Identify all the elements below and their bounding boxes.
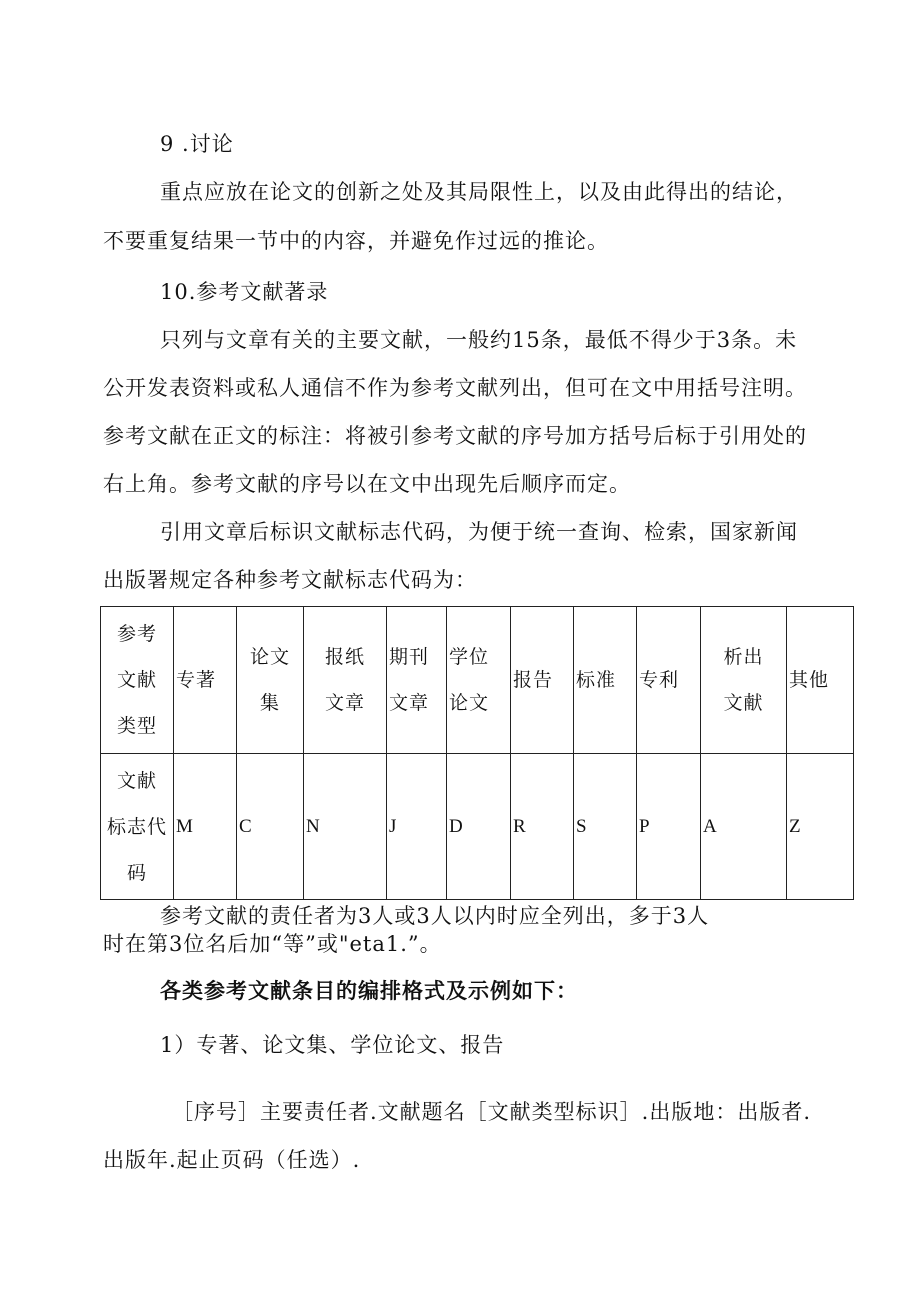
citation-format-line: 出版年.起止页码（任选）. [103, 1148, 361, 1172]
section-10-heading: 10.参考文献著录 [160, 280, 329, 304]
code-cell: N [304, 754, 387, 900]
author-rule-line: 时在第3位名后加“等”或"eta1.”。 [103, 932, 442, 956]
code-cell: M [174, 754, 237, 900]
section-10-paragraph-line: 引用文章后标识文献标志代码，为便于统一查询、检索，国家新闻 [160, 520, 798, 544]
code-cell: P [637, 754, 701, 900]
type-cell: 标准 [574, 607, 637, 754]
type-cell: 学位 论文 [447, 607, 511, 754]
code-cell: Z [787, 754, 854, 900]
type-cell: 专利 [637, 607, 701, 754]
type-cell: 析出 文献 [701, 607, 787, 754]
code-cell: A [701, 754, 787, 900]
code-cell: D [447, 754, 511, 900]
type-cell: 报纸 文章 [304, 607, 387, 754]
row-header-code: 文献 标志代 码 [101, 754, 174, 900]
type-cell: 其他 [787, 607, 854, 754]
citation-format-line: ［序号］主要责任者.文献题名［文献类型标识］.出版地：出版者. [172, 1100, 812, 1124]
section-10-paragraph-line: 公开发表资料或私人通信不作为参考文献列出，但可在文中用括号注明。 [103, 376, 807, 400]
type-cell: 论文 集 [237, 607, 304, 754]
type-cell: 报告 [511, 607, 574, 754]
section-10-paragraph-line: 参考文献在正文的标注：将被引参考文献的序号加方括号后标于引用处的 [103, 424, 807, 448]
section-9-heading: 9 .讨论 [160, 132, 234, 156]
section-10-paragraph-line: 只列与文章有关的主要文献，一般约15条，最低不得少于3条。未 [160, 328, 798, 352]
section-9-paragraph-line: 重点应放在论文的创新之处及其局限性上，以及由此得出的结论， [160, 180, 798, 204]
code-cell: J [387, 754, 447, 900]
section-10-paragraph-line: 出版署规定各种参考文献标志代码为： [103, 568, 477, 592]
section-10-paragraph-line: 右上角。参考文献的序号以在文中出现先后顺序而定。 [103, 472, 631, 496]
code-cell: R [511, 754, 574, 900]
code-cell: S [574, 754, 637, 900]
type-cell: 专著 [174, 607, 237, 754]
format-heading: 各类参考文献条目的编排格式及示例如下： [160, 978, 578, 1003]
table-row-types [101, 607, 854, 754]
section-9-paragraph-line: 不要重复结果一节中的内容，并避免作过远的推论。 [103, 229, 609, 253]
list-item-monograph: 1）专著、论文集、学位论文、报告 [160, 1033, 505, 1057]
type-cell: 期刊 文章 [387, 607, 447, 754]
author-rule-line: 参考文献的责任者为3人或3人以内时应全列出，多于3人 [160, 904, 710, 928]
reference-code-table [100, 606, 854, 900]
row-header-type: 参考 文献 类型 [101, 607, 174, 754]
table-row-codes [101, 754, 854, 900]
code-cell: C [237, 754, 304, 900]
